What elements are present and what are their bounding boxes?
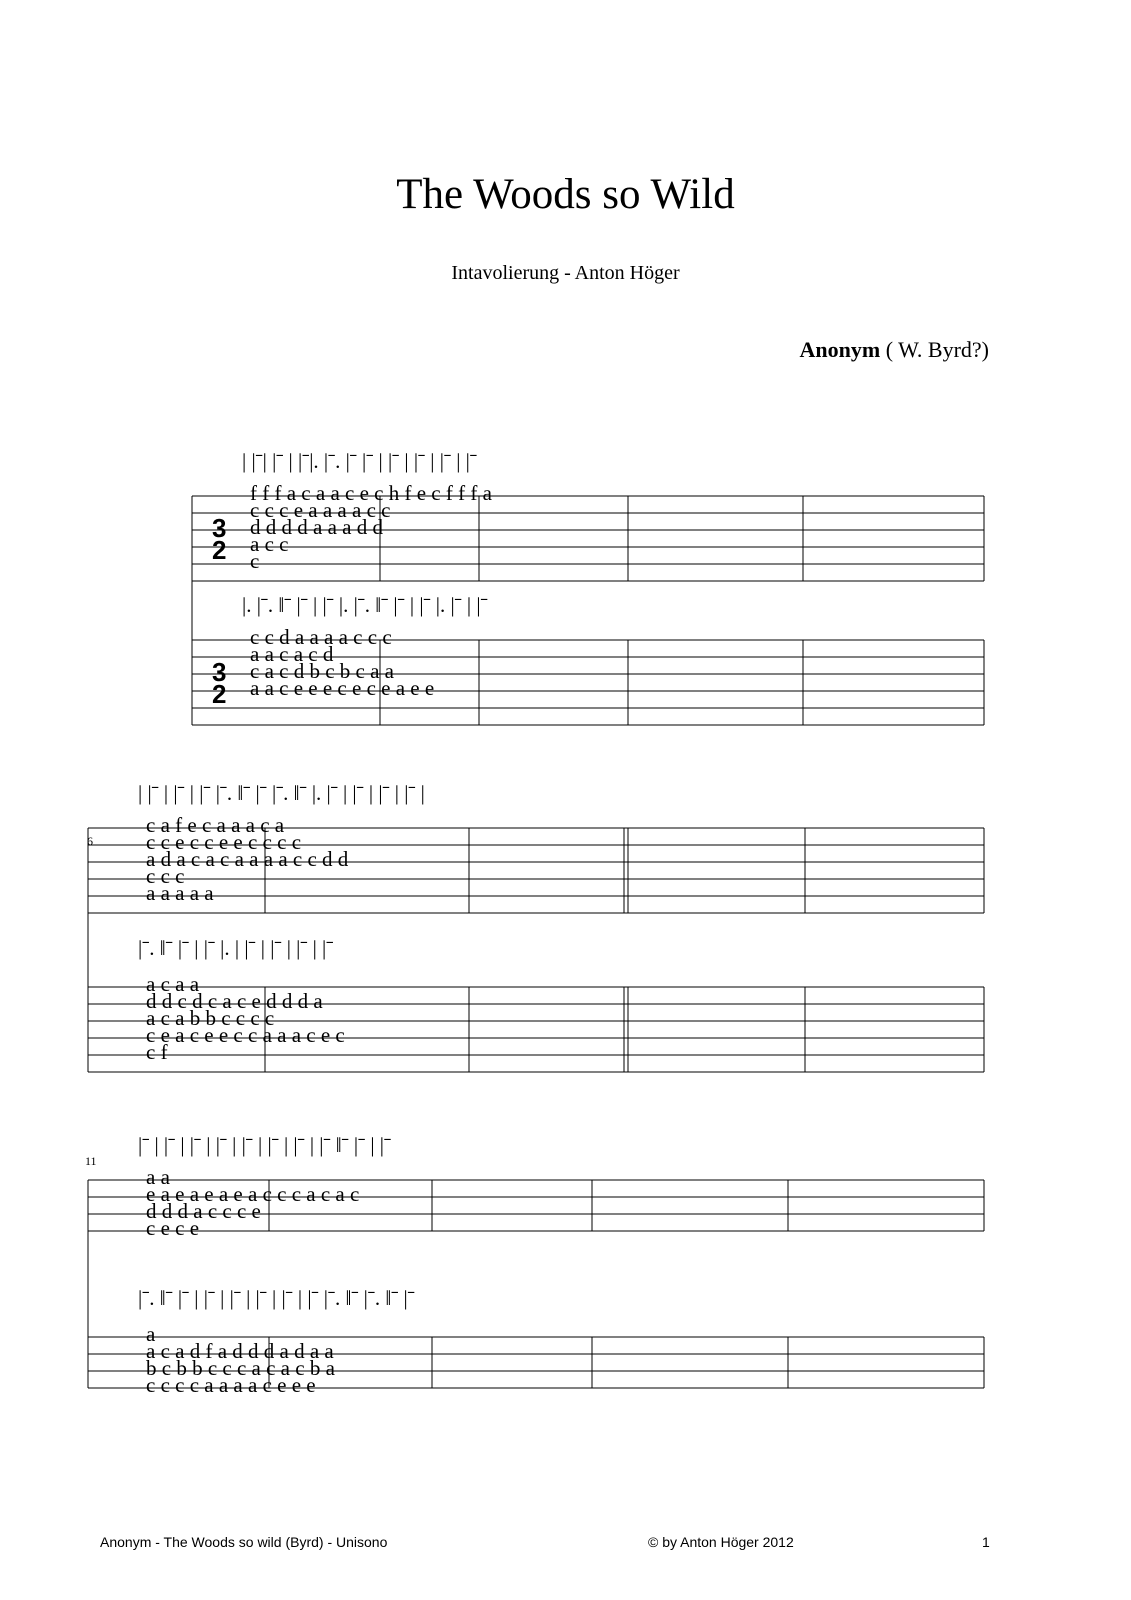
tab-letter-row: a c a a [146, 972, 200, 996]
tab-letter-row: a c c [250, 532, 289, 556]
tab-letter-row: c a f e c a a a c a [146, 813, 285, 837]
rhythm-flag-row: |ˉ | |ˉ | |ˉ | |ˉ | |ˉ | |ˉ | |ˉ | |ˉ ‖ˉ |ˉ | |ˉ [138, 1133, 391, 1157]
tab-letter-row: a [146, 1322, 156, 1346]
time-signature-bottom: 2 [212, 535, 227, 565]
time-signature-top: 3 [212, 657, 227, 687]
rhythm-flag-row: | |ˉ | |ˉ | |ˉ |ˉ. ‖ˉ |ˉ |ˉ. ‖ˉ |. |ˉ | |ˉ | |ˉ | |ˉ | [138, 781, 425, 805]
tab-letter-row: a c a b b c c c c [146, 1006, 275, 1030]
tab-letter-row: c [250, 549, 260, 573]
footer-page-number: 1 [982, 1534, 990, 1550]
time-signature-bottom: 2 [212, 679, 227, 709]
tab-letter-row: c c c [146, 864, 185, 888]
footer-source: Anonym - The Woods so wild (Byrd) - Unisono [100, 1534, 388, 1550]
tab-letter-row: e a e a e a e a c c c a c a c [146, 1182, 360, 1206]
tab-letter-row: f f f a c a a c e c h f e c f f f a [250, 481, 492, 505]
tab-letter-row: c c d a a a a c c c [250, 625, 392, 649]
rhythm-flag-row: |. |ˉ. ‖ˉ |ˉ | |ˉ |. |ˉ. ‖ˉ |ˉ | |ˉ |. |ˉ | |ˉ [242, 593, 488, 617]
tab-letter-row: d d c d c a c e d d d a [146, 989, 323, 1013]
tab-letter-row: c c e c c e e c c c c [146, 830, 302, 854]
tab-letter-row: a d a c a c a a a a c c d d [146, 847, 349, 871]
rhythm-flag-row: |ˉ. ‖ˉ |ˉ | |ˉ | |ˉ | |ˉ | |ˉ | |ˉ |ˉ. ‖ˉ |ˉ. ‖ˉ |ˉ [138, 1286, 415, 1310]
measure-number: 11 [85, 1154, 97, 1168]
tab-letter-row: a a a a a [146, 881, 214, 905]
composer-name: Anonym [799, 337, 881, 362]
rhythm-flag-row: |ˉ. ‖ˉ |ˉ | |ˉ |. | |ˉ | |ˉ | |ˉ | |ˉ [138, 936, 334, 960]
tab-letter-row: c a c d b c b c a a [250, 659, 394, 683]
tab-letter-row: a a [146, 1165, 170, 1189]
tab-letter-row: a c a d f a d d d a d a a [146, 1339, 334, 1363]
tab-letter-row: d d d d a a a d d [250, 515, 383, 539]
tab-letter-row: c c c e a a a a c c [250, 498, 391, 522]
tab-letter-row: a a c e e e c e c e a e e [250, 676, 435, 700]
time-signature-top: 3 [212, 513, 227, 543]
page-title: The Woods so Wild [396, 171, 735, 218]
tab-letter-row: b c b b c c c a c a c b a [146, 1356, 335, 1380]
tab-letter-row: c e a c e e c c a a a c e c [146, 1023, 345, 1047]
footer-copyright: © by Anton Höger 2012 [648, 1534, 794, 1550]
composer-attribution: ( W. Byrd?) [880, 337, 989, 362]
tab-letter-row: d d d a c c c e [146, 1199, 261, 1223]
arranger-credit: Intavolierung - Anton Höger [451, 262, 680, 284]
tab-letter-row: a a c a c d [250, 642, 334, 666]
tab-letter-row: c e c e [146, 1216, 200, 1240]
measure-number: 6 [87, 834, 93, 848]
tab-letter-row: c f [146, 1040, 168, 1064]
tab-letter-row: c c c c a a a a c e e e [146, 1373, 316, 1397]
rhythm-flag-row: | |ˉ| |ˉ | |ˉ|. |ˉ. |ˉ |ˉ | |ˉ | |ˉ | |ˉ | |ˉ [242, 449, 477, 473]
